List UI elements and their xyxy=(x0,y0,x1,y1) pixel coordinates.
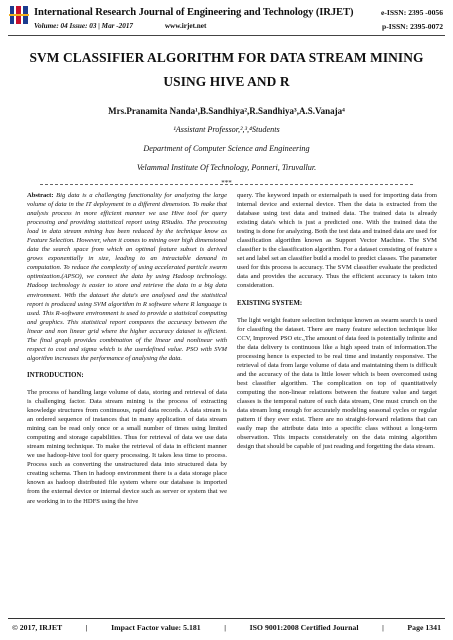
abstract-text: Big data is a challenging functionality for analyzing the large volume of data in the IT deployment in a different dimension. To make that analysis process in more efficient manner we use Hive tool for query processing and providing statistical report using RStudio. The processing load in data stream mining has been reduced by the technique know as Feature Selection. However, when it comes to mining over high dimensional data the search space from which an optimal feature subset is derived grows exponentially in size, leading to an intractable demand in computation. To reduce the complexity of using accelerated particle swarm optimization.(APSO), we connect the data by using Hadoop technology. Hadoop technology is easier to store and retrieve the data in a big data environment. With the dataset the data's are analysed and the statistical report is produced using SVM algorithm in R software where R language is used. This R-software environment is used to provide a statisical computing and graphics. This statistical report compares the accuracy between the linear and non linear grid where the higher accuracy dataset is efficient. The final graph provides combination of the linear and nonlinear with respect to cost and sigma which is the userdefined value. PSO with SVM algorithm increases the performance of analysing the data. xyxy=(27,192,227,362)
e-issn: e-ISSN: 2395 -0056 xyxy=(380,8,443,17)
footer-iso: ISO 9001:2008 Certified Journal xyxy=(249,623,359,632)
affiliation-department: Department of Computer Science and Engineering xyxy=(143,144,310,153)
page-footer xyxy=(12,623,441,632)
abstract-paragraph xyxy=(27,191,227,363)
journal-title: International Research Journal of Engineering and Technology (IRJET) xyxy=(34,7,354,18)
journal-url[interactable]: www.irjet.net xyxy=(164,22,207,30)
journal-meta xyxy=(34,22,206,30)
existing-system-text: The light weight feature selection technique known as swarm search is used for classifing the dataset. There are many feature selection technique like CCV, Improved PSO etc.,The amount of data feed is potentially infinite and the data delivery is continuous like a high speed train of information.The processing hence is expected to be real time and instantly responsive. The retrieval of data from large volume of data and maintaining them is difficult and the accuracy of the data is little lower which is been overcomed using best classifier algorithm. The complication on top of quantitatively computing the non-linear relations between the feature value and target classes is the temporal nature of such data stream, One must crunch on the data stream long enough for accurately modeling seasonal cycles or regular pattern if they ever exist. There are no straight-forward relations that can easily map the attribute data into a specific class without a long-term observation. This impacts considerately on the data mining algorithm design that should be capable of just reading and forgetting the data stream. xyxy=(237,316,437,451)
irjet-logo xyxy=(9,4,29,26)
introduction-text: The process of handling large volume of data, storing and retrieval of data is challenging factor. Data stream mining is the process of extracting knowledge structures from continuous, rapid data records. A data stream is an ordered sequence of instances that in many application of data stream mining can be read only once or a small number of times using limited computing and storage capabilities. Thus for retrieval of data we use data stream mining technique. To make the retrieval of data in efficient manner we use hadoop-hive tool for query processing. It takes less time to process. Process such as converting the unstructured data into structured data by creating schema. Then in hadoop environment there is a data storage place known as hadoop distributed file system where our database is imported from the external device or internal device such as server or system that we are working in to the HDFS using the hive xyxy=(27,388,227,505)
p-issn: p-ISSN: 2395-0072 xyxy=(382,22,443,31)
continuation-text: query. The keyword inpath or externalpath is used for importing data from internal device and external device. Then the data is extracted from the database using test data and trained data. The trained data is already existing data's which is just a predicted one. With the trained data the testing is done for analyzing. Both the test data and trained data are used for classification algorithm known as Support Vector Machine. The SVM classifier is the classification algorithm. For a dataset consisting of feature s set and label set an classifier build a model to predict classes. The parameter used for this process is accuracy. The SVM classifier evaluate the predicted data and provides the accuracy. Thus the efficient accuracy is taken into consideration. xyxy=(237,192,437,290)
paper-authors: Mrs.Pranamita Nanda¹,B.Sandhiya²,R.Sandhiya³,A.S.Vanaja⁴ xyxy=(108,106,345,116)
header-divider xyxy=(8,35,445,36)
footer-divider-3: | xyxy=(382,623,384,632)
existing-system-heading: EXISTING SYSTEM: xyxy=(237,299,303,307)
abstract-label: Abstract: xyxy=(27,192,54,199)
footer-copyright: © 2017, IRJET xyxy=(12,623,63,632)
journal-header xyxy=(0,0,453,36)
footer-divider xyxy=(8,618,445,619)
footer-divider-2: | xyxy=(224,623,226,632)
affiliation-roles: ¹Assistant Professor,²,³,⁴Students xyxy=(173,125,280,134)
separator-stars: *** xyxy=(221,179,232,187)
paper-title: SVM CLASSIFIER ALGORITHM FOR DATA STREAM MINING USING HIVE AND R xyxy=(29,50,424,89)
right-column xyxy=(237,191,437,459)
footer-impact-factor: Impact Factor value: 5.181 xyxy=(111,623,201,632)
introduction-heading: INTRODUCTION: xyxy=(27,371,84,379)
volume-issue: Volume: 04 Issue: 03 | Mar -2017 xyxy=(34,22,134,30)
affiliation-institute: Velammal Institute Of Technology, Ponneri, Tiruvallur. xyxy=(136,163,317,172)
footer-page-number: Page 1341 xyxy=(407,623,441,632)
footer-divider-1: | xyxy=(85,623,88,632)
left-column xyxy=(27,191,227,514)
